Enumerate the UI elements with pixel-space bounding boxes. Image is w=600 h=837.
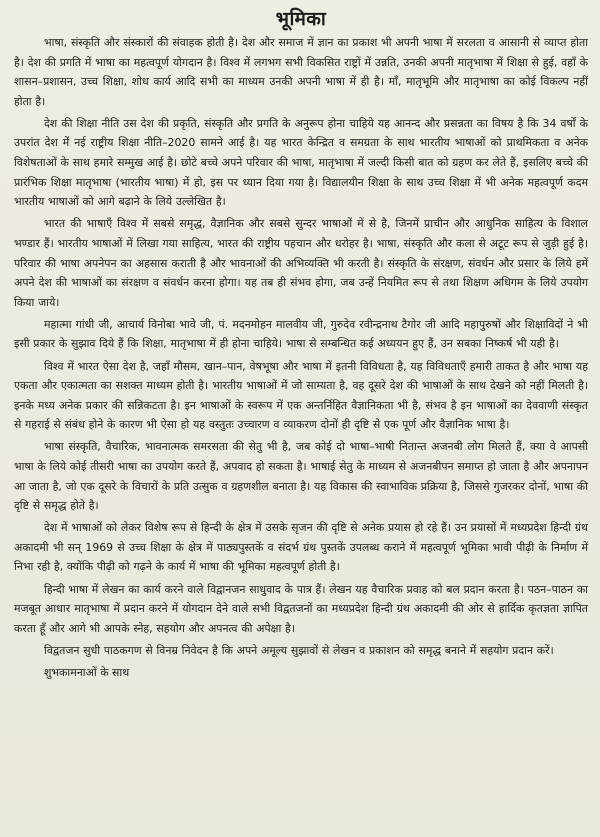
paragraph-indian-languages: भारत की भाषाएँ विश्व में सबसे समृद्ध, वैज्ञानिक और सबसे सुन्दर भाषाओं में से है, जिनमें प्राचीन और आधुनिक साहित्य के विशाल भण्डार हैं। भारतीय भाषाओं में लिखा गया साहित्य, भारत की राष्ट्रीय पहचान और धरोहर है। भाषा, संस्कृति और कला से अटूट रूप से जुड़ी हुई है। परिवार की भाषा अपनेपन का अहसास कराती है और भावनाओं की अभिव्यक्ति भी करती है। संस्कृति के संरक्षण, संवर्धन और प्रसार के लिये हमें अपने देश की भाषाओं का संरक्षण व संवर्धन करना होगा। यह तब ही संभव होगा, जब उन्हें नियमित रूप से तथा शिक्षण अधिगम के लिये उपयोग किया जाये।	[14, 217, 588, 309]
paragraph-diversity: विश्व में भारत ऐसा देश है, जहाँ मौसम, खान–पान, वेषभूषा और भाषा में इतनी विविधता है, यह विविधताएँ हमारी ताकत है और भाषा यह एकता और एकात्मता का सशक्त माध्यम होती है। भारतीय भाषाओं में जो साम्यता है, वह दूसरे देश की भाषाओं के साथ देखने को नहीं मिलती है। इनके मध्य अनेक प्रकार की सन्निकटता है। इन भाषाओं के स्वरूप में एक अन्तर्निहित वैज्ञानिकता भी है, संभव है इन भाषाओं का देववाणी संस्कृत से गहराई से संबंध होने के कारण भी ऐसा हो यह वस्तुतः उच्चारण व व्याकरण दोनों ही दृष्टि से एक पूर्ण और वैज्ञानिक भाषा है।	[14, 359, 588, 432]
paragraph-authors-thanks: हिन्दी भाषा में लेखन का कार्य करने वाले विद्वानजन साधुवाद के पात्र हैं। लेखन यह वैचारिक प्रवाह को बल प्रदान करता है। पठन–पाठन का मजबूत आधार मातृभाषा में प्रदान करने में योगदान देने वाले सभी विद्वतजनों का मध्यप्रदेश हिन्दी ग्रंथ अकादमी की ओर से हार्दिक कृतज्ञता ज्ञापित करता हूँ और आगे भी आपके स्नेह, सहयोग और अपनत्व की अपेक्षा है।	[14, 582, 588, 635]
paragraph-language-culture: भाषा, संस्कृति और संस्कारों की संवाहक होती है। देश और समाज में ज्ञान का प्रकाश भी अपनी भाषा में सरलता व आसानी से व्याप्त होता है। देश की प्रगति में भाषा का महत्वपूर्ण योगदान है। विश्व में लगभग सभी विकसित राष्ट्रों में उन्नति, उनकी अपनी मातृभाषा में शिक्षा से हुई, वहाँ के शासन–प्रशासन, उच्च शिक्षा, शोध कार्य आदि सभी का माध्यम उनकी अपनी भाषा में ही है। माँ, मातृभूमि और मातृभाषा का कोई विकल्प नहीं होता है।	[14, 36, 588, 108]
paragraph-reader-request: विद्वतजन सुधी पाठकगण से विनम्र निवेदन है कि अपने अमूल्य सुझावों से लेखन व प्रकाशन को समृद्ध बनाने में सहयोग प्रदान करें।	[44, 643, 554, 657]
page-title: भूमिका	[275, 8, 327, 30]
closing-line: शुभकामनाओं के साथ	[44, 665, 130, 679]
paragraph-granth-academy: देश में भाषाओं को लेकर विशेष रूप से हिन्दी के क्षेत्र में उसके सृजन की दृष्टि से अनेक प्रयास हो रहे हैं। उन प्रयासों में मध्यप्रदेश हिन्दी ग्रंथ अकादमी भी सन् 1969 से उच्च शिक्षा के क्षेत्र में पाठ्यपुस्तकें व संदर्भ ग्रंथ पुस्तकें उपलब्ध कराने में महत्वपूर्ण भूमिका भावी पीढ़ी के निर्माण में निभा रही है, क्योंकि पीढ़ी को गढ़ने के कार्य में भाषा की भूमिका महत्वपूर्ण होती है।	[14, 521, 588, 574]
paragraph-great-personalities: महात्मा गांधी जी, आचार्य विनोबा भावे जी, पं. मदनमोहन मालवीय जी, गुरुदेव रवीन्द्रनाथ टैगोर जी आदि महापुरुषों और शिक्षाविदों ने भी इसी प्रकार के सुझाव दिये हैं कि शिक्षा, मातृभाषा में ही होना चाहिये। भाषा से सम्बन्धित कई अध्ययन हुए हैं, उन सबका निष्कर्ष भी यही है।	[14, 317, 588, 351]
paragraph-language-bridge: भाषा संस्कृति, वैचारिक, भावनात्मक समरसता की सेतु भी है, जब कोई दो भाषा–भाषी नितान्त अजनबी लोग मिलते हैं, क्या वे आपसी भाषा के लिये कोई तीसरी भाषा का उपयोग करते हैं, अपवाद हो सकता है। भाषाई सेतु के माध्यम से अजनबीपन समाप्त हो जाता है और अपनापन आ जाता है, जो एक दूसरे के विचारों के प्रति उत्सुक व ग्रहणशील बनाता है। यह विकास की स्वाभाविक प्रक्रिया है, जिससे गुजरकर दोनों, भाषा की दृष्टि से समृद्ध होते है।	[14, 440, 588, 513]
paragraph-education-policy: देश की शिक्षा नीति उस देश की प्रकृति, संस्कृति और प्रगति के अनुरूप होना चाहिये यह आनन्द और प्रसन्नता का विषय है कि 34 वर्षों के उपरांत देश में नई राष्ट्रीय शिक्षा नीति–2020 सामने आई है। यह भारत केन्द्रित व समग्रता के साथ भारतीय भाषाओं को प्राथमिकता व अनेक विशेषताओं के साथ हमारे सम्मुख आई है। छोटे बच्चे अपने परिवार की भाषा, मातृभाषा में जल्दी किसी बात को ग्रहण कर लेते हैं, इसलिए बच्चे की प्रारंभिक शिक्षा मातृभाषा (भारतीय भाषा) में हो, इस पर ध्यान दिया गया है। विद्यालयीन शिक्षा के साथ उच्च शिक्षा में भी अनेक महत्वपूर्ण कदम भारतीय भाषाओं को आगे बढ़ाने के लिये उल्लेखित है।	[14, 116, 588, 209]
